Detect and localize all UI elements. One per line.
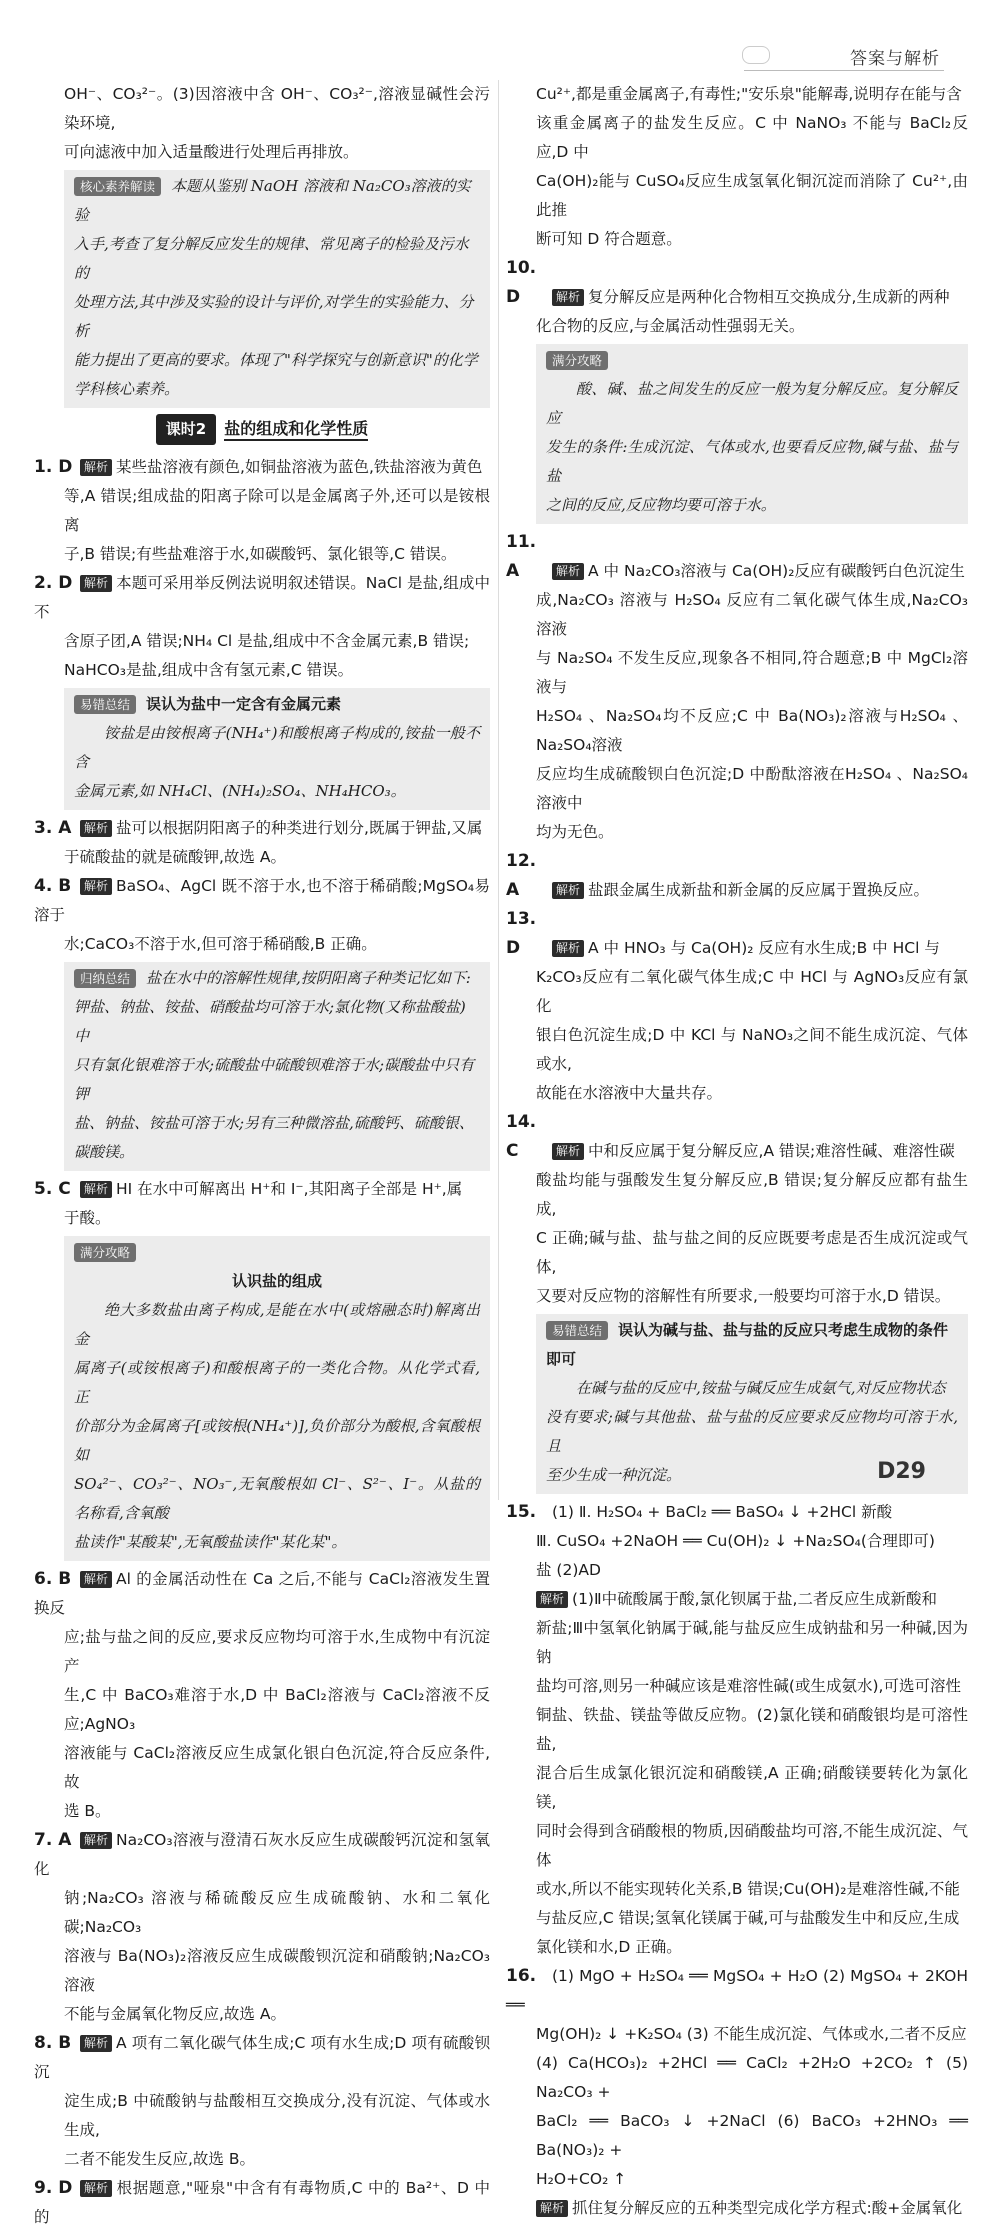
answer-12 xyxy=(506,847,968,905)
jiexi-line xyxy=(536,1672,968,1701)
jiexi-line xyxy=(536,2194,968,2223)
text-line: 绝大多数盐由离子构成,是能在水中(或熔融态时)解离出金 xyxy=(74,1301,480,1348)
text-line: 处理方法,其中涉及实验的设计与评价,对学生的实验能力、分析 xyxy=(74,293,474,340)
answer-first-line xyxy=(34,453,490,482)
answer-5 xyxy=(34,1175,490,1233)
text-line: A 项有二氧化碳气体生成;C 项有水生成;D 项有硫酸钡沉 xyxy=(34,2034,490,2081)
text-line: 等,A 错误;组成盐的阳离子除可以是金属离子外,还可以是铵根离 xyxy=(64,487,490,534)
text-line: 盐在水中的溶解性规律,按阴阳离子种类记忆如下: xyxy=(146,969,471,987)
answer-first-line xyxy=(506,1108,968,1166)
text-line: 新盐;Ⅲ中氢氧化钠属于碱,能与盐反应生成钠盐和另一种碱,因为钠 xyxy=(536,1619,968,1666)
text-line: 本题从鉴别 NaOH 溶液和 Na₂CO₃溶液的实验 xyxy=(74,177,471,224)
note-title: 误认为碱与盐、盐与盐的反应只考虑生成物的条件 xyxy=(618,1321,949,1339)
text-line: 金属元素,如 NH₄Cl、(NH₄)₂SO₄、NH₄HCO₃。 xyxy=(74,782,406,800)
text-line: 反应均生成硫酸钡白色沉淀;D 中酚酞溶液在H₂SO₄ 、Na₂SO₄溶液中 xyxy=(536,765,968,812)
jiexi-line xyxy=(536,1904,968,1933)
text-line: 盐可以根据阴阳离子的种类进行划分,既属于钾盐,又属 xyxy=(116,819,483,837)
answer-first-line xyxy=(34,872,490,930)
text-line: 价部分为金属离子[或铵根(NH₄⁺)],负价部分为酸根,含氧酸根如 xyxy=(74,1417,480,1464)
jiexi-line xyxy=(536,1585,968,1614)
question-number: 11. A xyxy=(506,532,537,581)
question-number: 15. xyxy=(506,1502,537,1522)
text-line: 能力提出了更高的要求。体现了"科学探究与创新意识"的化学 xyxy=(74,351,478,369)
text-line: 酸盐均能与强酸发生复分解反应,B 错误;复分解反应都有盐生成, xyxy=(536,1171,968,1218)
text-line: 于硫酸盐的就是硫酸钾,故选 A。 xyxy=(64,848,286,866)
text-line: 生,C 中 BaCO₃难溶于水,D 中 BaCl₂溶液与 CaCl₂溶液不反应;AgNO₃ xyxy=(64,1686,490,1733)
text-line: 抓住复分解反应的五种类型完成化学方程式:酸+金属氧化 xyxy=(572,2199,963,2217)
text-line: 化合物的反应,与金属活动性强弱无关。 xyxy=(536,317,805,335)
text-line: 断可知 D 符合题意。 xyxy=(536,230,682,248)
text-line: 盐 (2)AD xyxy=(536,1561,601,1579)
question-number: 5. C xyxy=(34,1179,71,1199)
jiexi-tag: 解析 xyxy=(80,575,112,592)
text-line: 可向滤液中加入适量酸进行处理后再排放。 xyxy=(64,143,359,161)
answer-8 xyxy=(34,2029,490,2174)
lesson-title: 盐的组成和化学性质 xyxy=(224,419,368,441)
text-line: 某些盐溶液有颜色,如铜盐溶液为蓝色,铁盐溶液为黄色 xyxy=(116,458,483,476)
question-number: 14. C xyxy=(506,1112,537,1161)
text-line: 该重金属离子的盐发生反应。C 中 NaNO₃ 不能与 BaCl₂反应,D 中 xyxy=(536,114,968,161)
jiexi-line xyxy=(536,1817,968,1875)
note-text xyxy=(74,177,478,398)
question-number: 13. D xyxy=(506,909,537,958)
text-line: H₂O+CO₂ ↑ xyxy=(536,2170,627,2188)
jiexi-tag: 解析 xyxy=(80,1832,112,1849)
note-body xyxy=(74,719,480,806)
manfen-label: 满分攻略 xyxy=(546,351,608,370)
answer-first-line xyxy=(34,814,490,843)
intro-block xyxy=(34,80,490,167)
text-line: 混合后生成氯化银沉淀和硝酸镁,A 正确;硝酸镁要转化为氯化镁, xyxy=(536,1764,968,1811)
text-line: 至少生成一种沉淀。 xyxy=(546,1466,682,1484)
lesson-heading xyxy=(34,414,490,445)
answer-2 xyxy=(34,569,490,685)
text-line: 酸、碱、盐之间发生的反应一般为复分解反应。复分解反应 xyxy=(546,380,958,427)
text-line: 应;盐与盐之间的反应,要求反应物均可溶于水,生成物中有沉淀产 xyxy=(64,1628,490,1675)
answer-7 xyxy=(34,1826,490,2029)
jiexi-line xyxy=(536,1759,968,1817)
jiexi-tag: 解析 xyxy=(552,563,584,580)
manfen-label: 满分攻略 xyxy=(74,1243,136,1262)
text-line: 之间的反应,反应物均要可溶于水。 xyxy=(546,496,776,514)
text-line: BaSO₄、AgCl 既不溶于水,也不溶于稀硝酸;MgSO₄易溶于 xyxy=(34,877,490,924)
text-line: 铜盐、铁盐、镁盐等做反应物。(2)氯化镁和硝酸银均是可溶性盐, xyxy=(536,1706,968,1753)
text-line: 与 Na₂SO₄ 不发生反应,现象各不相同,符合题意;B 中 MgCl₂溶液与 xyxy=(536,649,968,696)
text-line: K₂CO₃反应有二氧化碳气体生成;C 中 HCl 与 AgNO₃反应有氯化 xyxy=(536,968,968,1015)
note-body xyxy=(74,1296,480,1557)
text-line: (1)Ⅱ中硫酸属于酸,氯化钡属于盐,二者反应生成新酸和 xyxy=(572,1590,937,1608)
text-line: (1) MgO + H₂SO₄ ══ MgSO₄ + H₂O (2) MgSO₄ + 2KOH ══ xyxy=(506,1967,968,2014)
text-line: 均为无色。 xyxy=(536,823,614,841)
jiexi-tag: 解析 xyxy=(80,820,112,837)
text-line: 盐跟金属生成新盐和新金属的反应属于置换反应。 xyxy=(588,881,930,899)
text-line: 成,Na₂CO₃ 溶液与 H₂SO₄ 反应有二氧化碳气体生成,Na₂CO₃ 溶液 xyxy=(536,591,968,638)
jiexi-line xyxy=(536,1614,968,1672)
text-line: 于酸。 xyxy=(64,1209,111,1227)
jiexi-tag: 解析 xyxy=(80,2180,112,2197)
answer-9 xyxy=(34,2174,490,2232)
jiexi-tag: 解析 xyxy=(80,878,112,895)
yicuo-note-1 xyxy=(64,688,490,810)
hexin-note xyxy=(64,170,490,408)
text-line: 钾盐、钠盐、铵盐、硝酸盐均可溶于水;氯化物(又称盐酸盐)中 xyxy=(74,998,466,1045)
header-rule xyxy=(744,70,944,71)
answer-first-line xyxy=(34,2174,490,2232)
answer-9-continued xyxy=(506,80,968,254)
text-line: A 中 Na₂CO₃溶液与 Ca(OH)₂反应有碳酸钙白色沉淀生 xyxy=(588,562,965,580)
text-line: 钠;Na₂CO₃ 溶液与稀硫酸反应生成硫酸钠、水和二氧化碳;Na₂CO₃ xyxy=(64,1889,490,1936)
jiexi-tag: 解析 xyxy=(80,1181,112,1198)
answer-10 xyxy=(506,254,968,341)
yicuo-label: 易错总结 xyxy=(74,695,136,714)
jiexi-line xyxy=(536,1875,968,1904)
jiexi-tag: 解析 xyxy=(536,2200,568,2217)
answer-3 xyxy=(34,814,490,872)
answer-16 xyxy=(506,1962,968,2194)
question-number: 1. D xyxy=(34,457,73,477)
text-line: 属离子(或铵根离子)和酸根离子的一类化合物。从化学式看,正 xyxy=(74,1359,480,1406)
text-line: 与盐反应,C 错误;氢氧化镁属于碱,可与盐酸发生中和反应,生成 xyxy=(536,1909,960,1927)
answer-14 xyxy=(506,1108,968,1311)
answer-first-line xyxy=(506,905,968,963)
answer-first-line xyxy=(506,528,968,586)
text-line: 溶液与 Ba(NO₃)₂溶液反应生成碳酸钡沉淀和硝酸钠;Na₂CO₃ 溶液 xyxy=(64,1947,490,1994)
text-line: 不能与金属氧化物反应,故选 A。 xyxy=(64,2005,286,2023)
text-line: 同时会得到含硝酸根的物质,因硝酸盐均可溶,不能生成沉淀、气体 xyxy=(536,1822,968,1869)
text-line: A 中 HNO₃ 与 Ca(OH)₂ 反应有水生成;B 中 HCl 与 xyxy=(588,939,940,957)
note-title: 误认为盐中一定含有金属元素 xyxy=(146,695,342,713)
text-line: 银白色沉淀生成;D 中 KCl 与 NaNO₃之间不能生成沉淀、气体或水, xyxy=(536,1026,968,1073)
left-column xyxy=(34,80,490,2232)
text-line: 复分解反应是两种化合物相互交换成分,生成新的两种 xyxy=(588,288,950,306)
answer-6 xyxy=(34,1565,490,1826)
jiexi-line xyxy=(536,1701,968,1759)
question-number: 6. B xyxy=(34,1569,72,1589)
question-number: 16. xyxy=(506,1966,537,1986)
text-line: 溶液能与 CaCl₂溶液反应生成氯化银白色沉淀,符合反应条件,故 xyxy=(64,1744,490,1791)
hexin-label: 核心素养解读 xyxy=(74,177,161,196)
note-text xyxy=(74,969,474,1161)
jiexi-tag: 解析 xyxy=(552,940,584,957)
page-number: D29 xyxy=(877,1459,926,1484)
jiexi-tag: 解析 xyxy=(552,882,584,899)
text-line: 铵盐是由铵根离子(NH₄⁺)和酸根离子构成的,铵盐一般不含 xyxy=(74,724,480,771)
text-line: 盐、钠盐、铵盐可溶于水;另有三种微溶盐,硫酸钙、硫酸银、碳酸镁。 xyxy=(74,1114,474,1161)
text-line: SO₄²⁻、CO₃²⁻、NO₃⁻,无氧酸根如 Cl⁻、S²⁻、I⁻。从盐的名称看,含氧酸 xyxy=(74,1475,480,1522)
jiexi-line xyxy=(536,1933,968,1962)
text-line: 水;CaCO₃不溶于水,但可溶于稀硝酸,B 正确。 xyxy=(64,935,377,953)
jiexi-tag: 解析 xyxy=(80,2035,112,2052)
text-line: 故能在水溶液中大量共存。 xyxy=(536,1084,723,1102)
guina-note xyxy=(64,962,490,1171)
question-number: 9. D xyxy=(34,2178,73,2198)
text-line: HI 在水中可解离出 H⁺和 I⁻,其阳离子全部是 H⁺,属 xyxy=(116,1180,463,1198)
text-line: 没有要求;碱与其他盐、盐与盐的反应要求反应物均可溶于水,且 xyxy=(546,1408,958,1455)
text-line: Ca(OH)₂能与 CuSO₄反应生成氢氧化铜沉淀而消除了 Cu²⁺,由此推 xyxy=(536,172,968,219)
text-line: 在碱与盐的反应中,铵盐与碱反应生成氨气,对反应物状态 xyxy=(576,1379,946,1397)
answer-16-jiexi xyxy=(506,2194,968,2223)
text-line: 根据题意,"哑泉"中含有有毒物质,C 中的 Ba²⁺、D 中的 xyxy=(34,2179,490,2226)
header-decoration-icon xyxy=(742,46,770,64)
answer-first-line xyxy=(34,1826,490,1884)
note-title: 认识盐的组成 xyxy=(231,1272,322,1290)
text-line: 中和反应属于复分解反应,A 错误;难溶性碱、难溶性碳 xyxy=(588,1142,955,1160)
text-line: (1) Ⅱ. H₂SO₄ + BaCl₂ ══ BaSO₄ ↓ +2HCl 新酸 xyxy=(552,1503,893,1521)
answer-15 xyxy=(506,1498,968,1585)
text-line: 选 B。 xyxy=(64,1802,111,1820)
jiexi-tag: 解析 xyxy=(536,1591,568,1608)
question-number: 3. A xyxy=(34,818,72,838)
manfen-note-2 xyxy=(536,344,968,524)
answer-first-line xyxy=(34,1175,490,1204)
text-line: Al 的金属活动性在 Ca 之后,不能与 CaCl₂溶液发生置换反 xyxy=(34,1570,490,1617)
jiexi-tag: 解析 xyxy=(80,1571,112,1588)
text-line: 盐均可溶,则另一种碱应该是难溶性碱(或生成氨水),可选可溶性 xyxy=(536,1677,961,1695)
text-line: NaHCO₃是盐,组成中含有氢元素,C 错误。 xyxy=(64,661,354,679)
answer-first-line xyxy=(34,569,490,627)
note-title-continued: 即可 xyxy=(546,1350,577,1368)
text-line: 学科核心素养。 xyxy=(74,380,180,398)
text-line: Ⅲ. CuSO₄ +2NaOH ══ Cu(OH)₂ ↓ +Na₂SO₄(合理即可) xyxy=(536,1532,935,1550)
right-column xyxy=(506,80,968,2223)
text-line: 又要对反应物的溶解性有所要求,一般要均可溶于水,D 错误。 xyxy=(536,1287,951,1305)
answer-1 xyxy=(34,453,490,569)
answer-4 xyxy=(34,872,490,959)
question-number: 12. A xyxy=(506,851,537,900)
answer-first-line xyxy=(34,2029,490,2087)
text-line: OH⁻、CO₃²⁻。(3)因溶液中含 OH⁻、CO₃²⁻,溶液显碱性会污染环境, xyxy=(64,85,490,132)
lesson-badge: 课时2 xyxy=(156,414,216,445)
answer-11 xyxy=(506,528,968,847)
page-header: 答案与解析 xyxy=(850,49,940,69)
guina-label: 归纳总结 xyxy=(74,969,136,988)
question-number: 8. B xyxy=(34,2033,72,2053)
jiexi-tag: 解析 xyxy=(552,1143,584,1160)
question-number: 7. A xyxy=(34,1830,72,1850)
text-line: (4) Ca(HCO₃)₂ +2HCl ══ CaCl₂ +2H₂O +2CO₂ ↑ (5) Na₂CO₃ + xyxy=(536,2054,968,2101)
jiexi-tag: 解析 xyxy=(80,459,112,476)
question-number: 4. B xyxy=(34,876,72,896)
text-line: 二者不能发生反应,故选 B。 xyxy=(64,2150,255,2168)
text-line: 含原子团,A 错误;NH₄ Cl 是盐,组成中不含金属元素,B 错误; xyxy=(64,632,470,650)
text-line: H₂SO₄ 、Na₂SO₄均不反应;C 中 Ba(NO₃)₂溶液与H₂SO₄ 、Na₂SO₄溶液 xyxy=(536,707,968,754)
manfen-note-1 xyxy=(64,1236,490,1561)
text-line: BaCl₂ ══ BaCO₃ ↓ +2NaCl (6) BaCO₃ +2HNO₃ ══ Ba(NO₃)₂ + xyxy=(536,2112,968,2159)
text-line: 本题可采用举反例法说明叙述错误。NaCl 是盐,组成中不 xyxy=(34,574,490,621)
answer-first-line xyxy=(506,1962,968,2020)
text-line: 入手,考查了复分解反应发生的规律、常见离子的检验及污水的 xyxy=(74,235,469,282)
answer-13 xyxy=(506,905,968,1108)
note-body xyxy=(546,375,958,520)
text-line: 淀生成;B 中硫酸钠与盐酸相互交换成分,没有沉淀、气体或水生成, xyxy=(64,2092,490,2139)
text-line: 氯化镁和水,D 正确。 xyxy=(536,1938,682,1956)
text-line: 子,B 错误;有些盐难溶于水,如碳酸钙、氯化银等,C 错误。 xyxy=(64,545,457,563)
text-line: 发生的条件:生成沉淀、气体或水,也要看反应物,碱与盐、盐与盐 xyxy=(546,438,958,485)
answer-first-line xyxy=(506,1498,968,1527)
text-line: 盐读作"某酸某",无氧酸盐读作"某化某"。 xyxy=(74,1533,347,1551)
yicuo-label: 易错总结 xyxy=(546,1321,608,1340)
text-line: Na₂CO₃溶液与澄清石灰水反应生成碳酸钙沉淀和氢氧化 xyxy=(34,1831,490,1878)
answer-first-line xyxy=(506,254,968,312)
text-line: Cu²⁺,都是重金属离子,有毒性;"安乐泉"能解毒,说明存在能与含 xyxy=(536,85,962,103)
answer-first-line xyxy=(34,1565,490,1623)
answer-15-jiexi xyxy=(506,1585,968,1962)
question-number: 2. D xyxy=(34,573,73,593)
text-line: 只有氯化银难溶于水;硫酸盐中硫酸钡难溶于水;碳酸盐中只有钾 xyxy=(74,1056,475,1103)
text-line: Mg(OH)₂ ↓ +K₂SO₄ (3) 不能生成沉淀、气体或水,二者不反应 xyxy=(536,2025,967,2043)
question-number: 10. D xyxy=(506,258,537,307)
text-line: 或水,所以不能实现转化关系,B 错误;Cu(OH)₂是难溶性碱,不能 xyxy=(536,1880,960,1898)
jiexi-tag: 解析 xyxy=(552,289,584,306)
answer-first-line xyxy=(506,847,968,905)
text-line: C 正确;碱与盐、盐与盐之间的反应既要考虑是否生成沉淀或气体, xyxy=(536,1229,968,1276)
column-divider xyxy=(498,80,499,1500)
